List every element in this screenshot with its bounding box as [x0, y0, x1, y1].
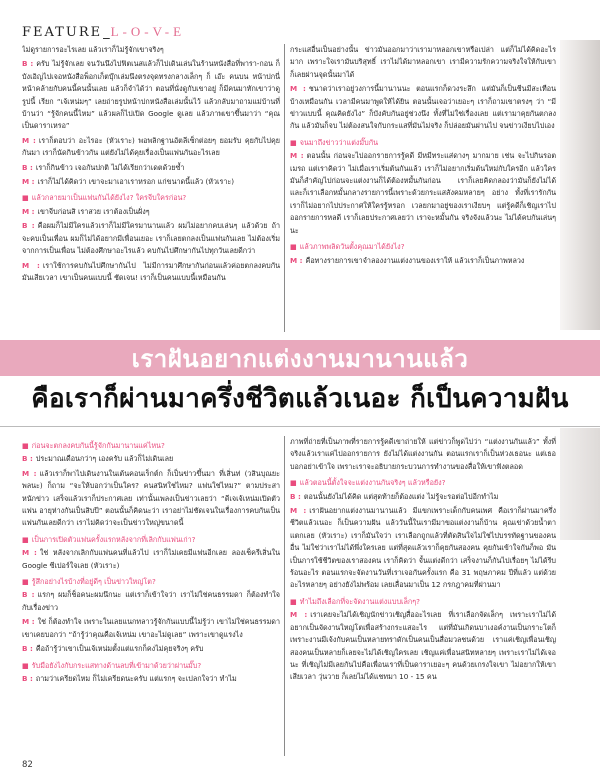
- paragraph: [290, 609, 556, 683]
- speaker-label: B :: [22, 59, 34, 69]
- question-heading: [290, 477, 556, 489]
- paragraph-text: เราเคยจะไม่ได้เชิญนักข่าวเชิญสื่ออะไรเลย ที่เราเลือกจัดเล็กๆ เพราะเราไม่ได้อยากเป็นจัดงานใหญ่โตเพื่อสร้างกระแสอะไร แต่ที่มันเกิดนบาเงอค์งานเป็นกราะโตก็เพราะงานมีเจ้งกับคนเป็นหลายทราดักเป็นคนเป็นสื่อมวลชนด้วย เราแค่เชิญเพื่อนเชิญสองคนเป็นหลายก็เลยจะไม่ได้เชิญใครเลย เชิญแค่เพื่อนสนิทหลายๆ เพราะเราไม่ได้เจอนะ ที่เชิญไม่มีเลยกันไปคือเพื่อนเราที่เป็นดาราเยอะๆ คนด้วยเกรงใจเขา ไม่อยากให้เขาเสียเวลา วุ่นวาย ก็เลยไม่ได้แชทมา 10 - 15 คน: [290, 610, 556, 682]
- paragraph: [290, 83, 556, 133]
- question-heading: [290, 596, 556, 608]
- paragraph-text: เราก็กินข้าว เจอกันปกติ ไม่ได้เรียกว่าเดตด้วยซ้ำ: [35, 162, 185, 172]
- question-heading: [22, 576, 280, 588]
- question-text: แล้วภาพพลิดวันตั้งคุณมาได้ยังไง?: [299, 242, 405, 252]
- column-top-left: [22, 44, 280, 332]
- speaker-label: M :: [290, 506, 307, 516]
- paragraph-text: ถามว่าเครียดไหม ก็ไม่เครียดนะครับ แต่แรกๆ จะเปลกใจว่า ทำไม: [35, 673, 237, 683]
- pull-quote-line-2: คือเราก็ผ่านมาครึ่งชีวิตแล้วเนอะ ก็เป็นความฝัน: [31, 383, 569, 414]
- paragraph-text: ภาพที่ถ่ายที่เป็นภาพที่รายการรู้คดีเขาถ่ายให้ แต่ข่าวก็พูดไปว่า “แต่งงานกันแล้ว” ทั้งที่จริงแล้วเราแค่ไปออกรายการ ยังไม่ได้แต่งงานกัน ตอนแรกเราก็เป็นห่วงเธอนะ แต่เธอบอกอย่าเข้าใจ เพราะเราจะอธิบายกระบวนการทำงานของสื่อให้เขาฟังตลอด: [290, 437, 556, 471]
- paragraph: [22, 162, 280, 174]
- paragraph-text: คือถ้ารู้ว่าเขาเป็นเจ้เหน่มตั้งแต่แรกก็คงไม่คุยจริงๆ ครับ: [35, 644, 204, 654]
- love-label: L-O-V-E: [110, 24, 186, 39]
- page-number: 82: [22, 760, 33, 770]
- paragraph-text: เราใช้การคบกันไปศึกษากันไป ไม่มีการมาศึกษากันก่อนแล้วค่อยตกลงคบกัน มันเสียเวลา เขาเป็นคนแบบนี้ ชัดเจน! เราก็เป็นคนแบบนี้เหมือนกัน: [22, 260, 280, 282]
- paragraph: [22, 643, 280, 655]
- speaker-label: M :: [22, 617, 35, 627]
- question-heading: [290, 137, 556, 149]
- column-divider-bottom: [284, 436, 285, 756]
- paragraph-text: เราก็ตอบว่า อะไรอะ (หัวเราะ) พอพลิกฐานอัตลีเซ็กต่อยๆ ยอมรับ คุยกับไปคุยกันมา เราก็นัดกินข้าวกัน แต่ยังไม่ได้คุยเรื่องเป็นแฟนกันอะไรเลย: [22, 135, 280, 158]
- column-bottom-left: [22, 436, 280, 756]
- paragraph-text: ตอนนั้น ก่อนจะไปออกรายการรู้คดี มีหมีทระแส่ดางๆ มากมาย เช่น จะไปกินรอตเมรถ แต่เราคิดว่า ไม่เมื่อเราเริ่มต้นกันแล้ว เราก็ไม่อยากเริ่มต้นใหม่กับใครอีก แล้วใครมันก็สำคัญไปก่อนจะแต่งงานก็ได้ต้องหมั้นกันก่อน เราก็เลยคิดกลองว่ามันก็ยังไม่ได้ และก็เราเลือกหมั้นกลางรายการนี้เพราะด้วยกระแสสังคมหลายๆ อย่าง ทั้งที่เรารักกัน เราก็ไม่อยากไปประกาศให้ใครรู้หรอก เวลยกมาอยู่ของเราเงียบๆ แต่รู้คดีก็เชิญเราไปออกรายการหลดี เราก็เลยประกาศเลยว่า เราจะหมั้นกัน จริงจังแล้วนะ ไม่ได้คบกันเล่นๆ นะ: [290, 151, 556, 235]
- speaker-label: B :: [22, 590, 35, 600]
- speaker-label: M :: [22, 548, 37, 558]
- bullet-square-icon: ■: [22, 441, 29, 450]
- paragraph: [22, 176, 280, 188]
- paragraph: [22, 206, 280, 218]
- section-header: [22, 24, 185, 42]
- bullet-square-icon: ■: [290, 242, 297, 252]
- paragraph-text: เขาจีบก่อนสิ เราสวย เราต้องเป็นฝั่งๆ: [37, 206, 150, 216]
- paragraph: [22, 260, 280, 285]
- paragraph: [22, 468, 280, 530]
- paragraph-text: คือผมก็ไม่มีใครแล้วเราก็ไม่มีใครมานานแล้ว ผมไม่อยากคบเล่นๆ แล้วด้วย ถ้าจะคบเป็นเพื่อน ผมก็ไม่ได้อยากมีเพื่อนเยอะ เราก็เลยตกลงเป็นแฟนกันเลย ไม่ต้องเริ่มจากการเป็นเพื่อน ไม่ต้องศึกษาอะไรแล้ว คบกันไปศึกษากันไปทุกวันเลยดีกว่า: [22, 221, 280, 256]
- column-top-right: [290, 44, 556, 332]
- speaker-label: M :: [22, 135, 36, 145]
- speaker-label: M :: [290, 255, 303, 265]
- bullet-square-icon: ■: [290, 137, 297, 147]
- speaker-label: M :: [290, 610, 308, 620]
- pull-quote-line-1: เราฝันอยากแต่งงานมานานแล้ว: [131, 344, 469, 373]
- question-heading: [22, 534, 280, 546]
- speaker-label: M :: [22, 177, 35, 187]
- paragraph-text: เราฝันอยากแต่งงานมานานแล้ว มีแขกเพราะเด็กกับคนเพศ คือเราก็ผ่านมาครึ่งชีวิตแล้วเนอะ ก็เป็นความฝัน แล้ววันนี้ในเรามีมาขอแต่งงานก็บ้าน คุณเข่าด้วยน้ำตาแตกเลย (หัวเราะ) เราก็มันใจว่า เราเลือกถูกแล้วที่ตัดสินใจไม่ใช่ไปบรรทัดฐานของคนอื่น ไม่ใช่ว่าเราไม่ได้พึ่งใครเลย แต่ที่สุดแล้วเราก็คุยกันสองคน คุยกันเข้าใจกันก็พอ มันเป็นการใช้ชีวิตของเราสองคน เราก็คิดว่า จั้นแต่งดีกว่า เสร็จงานก็กันไปเรื่อยๆ ไม่ได้รีบร้อนอะไร ตอนแรกจะจัดงานวันที่เราเจอกันครั้งแรก คือ 31 พฤษภาคม ปีที่แล้ว แต่ด้วยอะไรหลายๆ อย่างยังไม่พร้อม เลยเลื่อนมาเป็น 12 กรกฎาคมที่ผ่านมา: [290, 506, 556, 590]
- speaker-label: M :: [22, 260, 40, 270]
- paragraph: [290, 255, 556, 267]
- photo-edge-bottom: [560, 420, 600, 540]
- paragraph: [22, 58, 280, 132]
- paragraph-text: ไม่ดูรายการอะไรเลย แล้วเราก็ไม่รู้จักเขาจริงๆ: [22, 45, 164, 54]
- paragraph: [290, 505, 556, 592]
- speaker-label: M :: [290, 84, 306, 94]
- question-text: จนมาถึงข่าวว่าแต่งมั๊บกัน: [299, 137, 378, 147]
- bullet-square-icon: ■: [22, 577, 29, 587]
- pull-quote-rule: [0, 426, 600, 427]
- question-text: รับมือยังไงกับกระแสทางด้านลบที่เข้ามาด้วยว่าผ่านมั๊บ?: [31, 660, 202, 670]
- paragraph-text: ชนาดว่าเราอยู่วงการนี้มานานนะ ตอนแรกก็ดวงระลึก แต่มันก็เป็นชีนมีสะเทือนบ้างเหมือนกัน เวลามีคนมาพูดให้ได้ยิน ตอนนั้นเจอว่าเยอะๆ เราก็ถามเขาตรงๆ ว่า “มีข่าวแบบนี้ คุณคิดยังไง” ก็บังคับกันอยู่ช่วงนึง ทั้งที่ไม่ใช่เรื่องเลย แต่เรามาคุยกันตกลงกัน แล้วมันก็จบ ไม่ต้องสนใจกับกระแสที่มันไม่จริง ก็ปล่อยมันผ่านไป จนข่าวเงียบไปเอง: [290, 84, 556, 131]
- paragraph: [22, 673, 280, 685]
- header-separator: _: [103, 25, 110, 40]
- question-text: เป็นการเปิดตัวแฟนครั้งแรกหลังจากที่เลิกกับแฟนเก่า?: [31, 534, 196, 544]
- column-bottom-right: [290, 436, 556, 756]
- speaker-label: M :: [290, 151, 304, 161]
- paragraph: [22, 220, 280, 257]
- question-heading: [290, 241, 556, 253]
- paragraph-text: ใช่ ก็ต้องทำใจ เพราะในเลยแนกทลาวรู้จักกันแบบนี้ไม่รู้ว่า เขาไม่ใช่คนธรรมดา เขาเคยบอกว่า “ถ้ารู้ว่าคุณคือเจ้เหน่ม เขาอะไม่ดูเลย” เพราะเขาดูแรงไง: [22, 617, 280, 639]
- paragraph-text: ครับ ไม่รู้จักเลย จนวันนึงไปฟิตเนสแล้วก็ไปเดินเล่นในร้านหนังสือที่พารา-กอน ก็บังเอิญไปเจอหนังสือพ็อกเก็ตบุ๊กเล่มนึงตรงจุดทรงกลางเล็กๆ ก็ เอ๊ะ คนบน หน้าปกนี่หน้าคล้ายกับคนนี้คนนั้นเลย แล้วก็จำได้ว่า ตอนที่นั่งดูกับเขาอยู่ ก็มีคนมาทักเขาว่าดูรูปนี้ เรียก “เจ้เหน่มๆ” เลยถ่ายรูปหน้าปกหนังสือเล่มนั้นไว้ แล้วกลับมาถามแม่บ้านที่บ้านว่า “รู้จักคนนี้ไหม” แล้วผลก็ไปเปิด Google ดูเลย แล้วภาพเขาขึ้นมาว่า “คุณเป็นดาราเหรอ”: [22, 59, 280, 131]
- question-heading: [22, 660, 280, 672]
- speaker-label: B :: [22, 221, 35, 231]
- speaker-label: B :: [22, 673, 33, 683]
- paragraph: [22, 453, 280, 465]
- paragraph-text: แล้วเราก็พาไปเดินงานในเต้นคอนเร็กต์ก ก็เป็นข่าวขึ้นมา ที่เสิ่นท่ (วสินบุณยะพลนะ) ก็ถาม “จะให้บอกว่าเป็นใคร? คนสนิทใช่ไหม? แฟนใช่ไหม?” ตามประสาหนักข่าว เสร็จแล้วเราก็ประกาศเลย เท่านั้นเพลงเป็นข่าวเลยว่า “ดีเจเจ้เหน่มเปิดตัวแฟน อายุห่างกันเป็นสิบปี” ตอนนั้นก็คิดนะว่า เราอย่าไม่ชัดเจนในเรื่องการคบกันเป็นแฟนกันเลยดีกว่า เราไม่คิดว่าจะเป็นข่าวใหญ่ขนาดนี้: [22, 468, 280, 528]
- paragraph-text: เราก็ไม่ได้คิดว่า เขาจะมาเอาเราหรอก แก่ขนาดนี้แล้ว (หัวเราะ): [37, 177, 235, 187]
- paragraph-text: แรกๆ ผมก็ช็อคนะผมนึกนะ แต่เราก็เข้าใจว่า เราไม่ใช่คนธรรมดา ก็ต้องทำใจกับเรื่องข่าว: [22, 590, 280, 612]
- photo-edge-top: [560, 40, 600, 330]
- paragraph: [22, 135, 280, 160]
- column-divider-top: [284, 44, 285, 332]
- question-text: รู้สึกอย่างไรบ้างที่อยู่ดีๆ เป็นข่าวใหญ่โต?: [31, 577, 156, 587]
- speaker-label: B :: [22, 454, 33, 464]
- paragraph: [22, 589, 280, 614]
- bullet-square-icon: ■: [290, 596, 297, 606]
- paragraph: [290, 491, 556, 503]
- paragraph-text: คือทางรายการเขาจำลองงานแต่งงานของเราให้ แล้วเราก็เป็นภาพหลวง: [305, 255, 525, 265]
- speaker-label: B :: [22, 644, 33, 654]
- question-text: แล้วกลายมาเป็นแฟนกันได้ยังไง? ใครจีบใครก่อน?: [31, 193, 187, 203]
- paragraph: [290, 436, 556, 473]
- bullet-square-icon: ■: [290, 478, 297, 488]
- question-text: ก่อนจะตกลงคบกันนี้รู้จักกันมานานแค่ไหน?: [31, 441, 165, 450]
- bullet-square-icon: ■: [22, 534, 29, 544]
- bullet-square-icon: ■: [22, 193, 29, 203]
- paragraph: [290, 150, 556, 237]
- paragraph: [22, 44, 280, 56]
- paragraph-text: ประมาณเดือนกว่าๆ เองครับ แล้วก็ไม่เดินเลย: [35, 454, 174, 464]
- paragraph-text: กระแสอื่นเป็นอย่างนั้น ข่าวมันออกมาว่าเรามาหลอกเขาหรือเปล่า แต่ก็ไม่ได้คิดอะไรมาก เพราะใจเรามันบริสุทธิ์ เราไม่ได้มาหลอกเขา เรามีความรักความจริงใจให้กับเขา ก็เลยผ่านจุดนั้นมาได้: [290, 45, 556, 79]
- paragraph: [22, 547, 280, 572]
- speaker-label: B :: [290, 491, 301, 501]
- question-heading: [22, 440, 280, 452]
- paragraph-text: ใช่ หลังจากเลิกกับแฟนคนที่แล้วไป เราก็ไม่เคยมีแฟนอีกเลย ลองเช็ครีเสิ่นใน Google ซีเปอร์ใจเลย (หัวเราะ): [22, 548, 280, 570]
- paragraph: [22, 616, 280, 641]
- question-text: ทำไมถึงเลือกที่จะจัดงานแต่งแบบเล็กๆ?: [299, 596, 420, 606]
- feature-label: FEATURE: [22, 25, 103, 40]
- bullet-square-icon: ■: [22, 660, 29, 670]
- speaker-label: B :: [22, 162, 33, 172]
- speaker-label: M :: [22, 468, 37, 478]
- paragraph: [290, 44, 556, 81]
- question-text: แล้วตอนนี้ตั้งใจจะแต่งงานกันจริงๆ แล้วหรือยัง?: [299, 478, 446, 488]
- speaker-label: M :: [22, 206, 35, 216]
- question-heading: [22, 192, 280, 204]
- paragraph-text: ตอนนั้นยังไม่ได้คิด แต่สุดท้ายก็ต้องแต่ง ไม่รู้จะรอต่อไปอีกทำไม: [303, 491, 499, 501]
